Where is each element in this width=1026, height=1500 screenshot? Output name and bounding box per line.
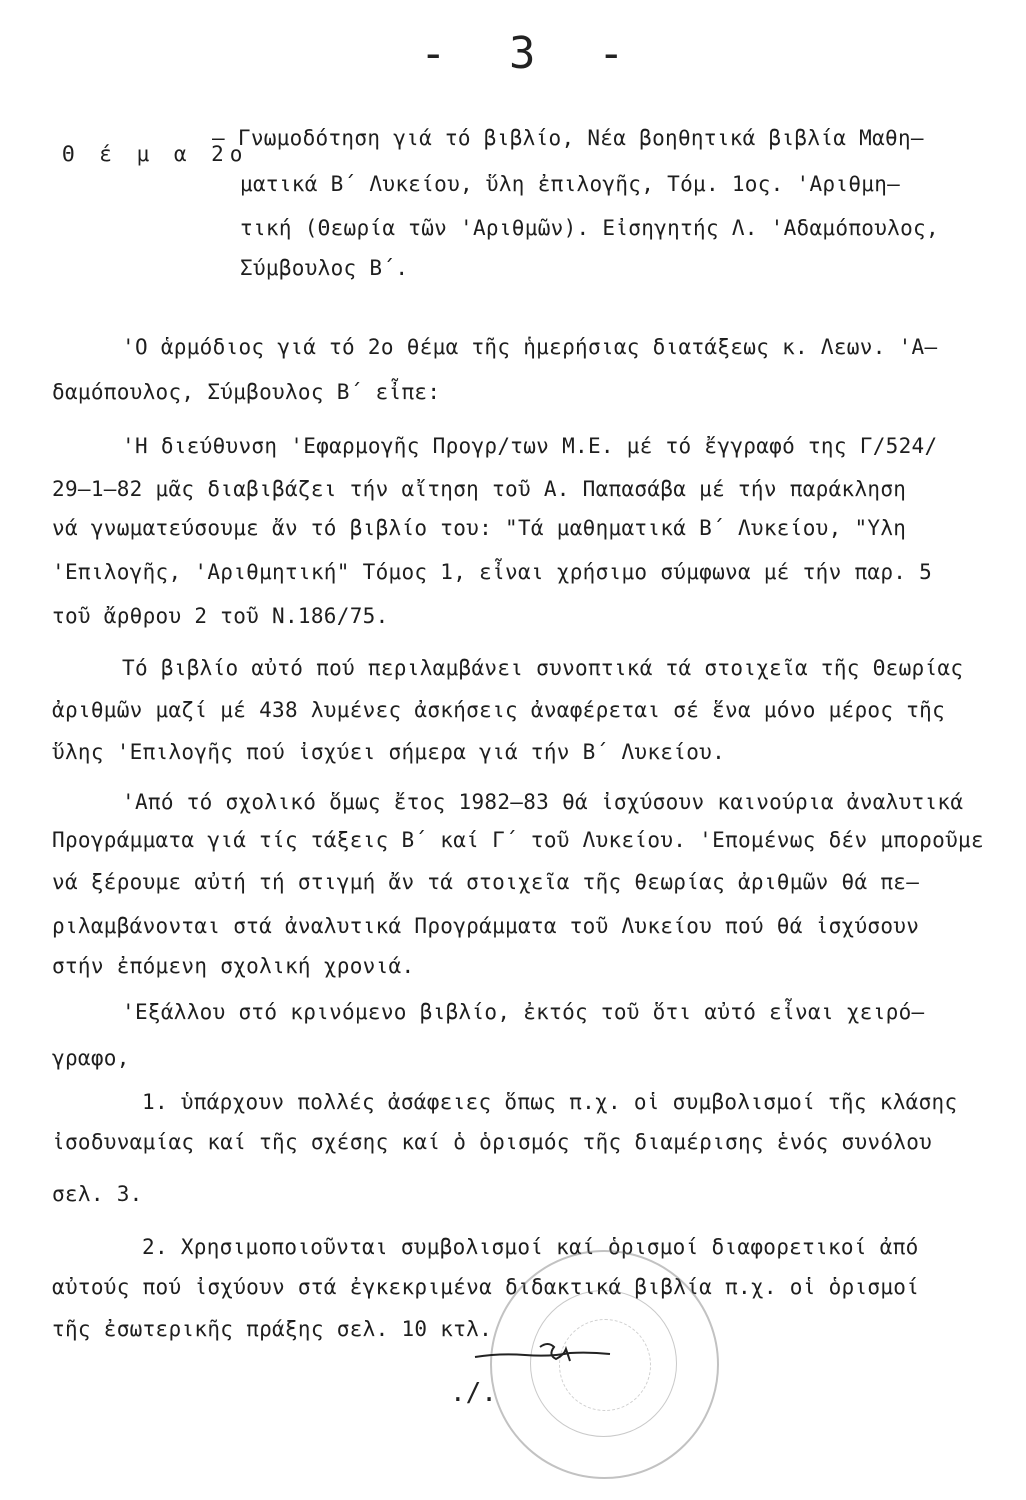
intro-line: δαμόπουλος, Σύμβουλος Β΄ εἶπε: xyxy=(52,380,441,404)
list-item-line: τῆς ἐσωτερικῆς πράξης σελ. 10 κτλ. xyxy=(52,1317,493,1341)
paragraph-line: στήν ἐπόμενη σχολική χρονιά. xyxy=(52,954,415,978)
list-item-line: 1. ὑπάρχουν πολλές ἀσάφειες ὅπως π.χ. οἱ συμβολισμοί τῆς κλάσης xyxy=(142,1090,958,1114)
paragraph-line: 'Επιλογῆς, 'Αριθμητική" Τόμος 1, εἶναι χρήσιμο σύμφωνα μέ τήν παρ. 5 xyxy=(52,560,933,584)
paragraph-line: τοῦ ἄρθρου 2 τοῦ Ν.186/75. xyxy=(52,604,389,628)
topic-label: Θ έ μ α 2ο xyxy=(62,142,249,166)
topic-line: τική (Θεωρία τῶν 'Αριθμῶν). Εἰσηγητής Λ. 'Αδαμόπουλος, xyxy=(240,216,939,240)
paragraph-line: ὕλης 'Επιλογῆς πού ἰσχύει σήμερα γιά τήν Β΄ Λυκείου. xyxy=(52,740,726,764)
intro-line: 'Ο ἁρμόδιος γιά τό 2ο θέμα τῆς ἡμερήσιας διατάξεως κ. Λεων. 'Α– xyxy=(122,335,938,359)
page-number: - 3 - xyxy=(420,28,643,79)
list-item-line: αὐτούς πού ἰσχύουν στά ἐγκεκριμένα διδακτικά βιβλία π.χ. οἱ ὁρισμοί xyxy=(52,1275,920,1299)
paragraph-line: νά γνωματεύσουμε ἄν τό βιβλίο του: "Τά μαθηματικά Β΄ Λυκείου, "Υλη xyxy=(52,516,907,540)
paragraph-line: γραφο, xyxy=(52,1046,130,1070)
continuation-mark: ./. xyxy=(450,1378,497,1408)
list-item-line: σελ. 3. xyxy=(52,1182,143,1206)
paragraph-line: 29–1–82 μᾶς διαβιβάζει τήν αἴτηση τοῦ Α. Παπασάβα μέ τήν παράκληση xyxy=(52,477,907,501)
list-item-line: 2. Χρησιμοποιοῦνται συμβολισμοί καί ὁρισμοί διαφορετικοί ἀπό xyxy=(142,1235,919,1259)
topic-line: ματικά Β΄ Λυκείου, ὕλη ἐπιλογῆς, Τόμ. 1ος. 'Αριθμη– xyxy=(240,172,901,196)
paragraph-line: 'Εξάλλου στό κρινόμενο βιβλίο, ἐκτός τοῦ ὅτι αὐτό εἶναι χειρό– xyxy=(122,1000,925,1024)
paragraph-line: Τό βιβλίο αὐτό πού περιλαμβάνει συνοπτικά τά στοιχεῖα τῆς Θεωρίας xyxy=(122,656,964,680)
list-item-line: ἰσοδυναμίας καί τῆς σχέσης καί ὁ ὁρισμός τῆς διαμέρισης ἑνός συνόλου xyxy=(52,1130,933,1154)
paragraph-line: 'Από τό σχολικό ὅμως ἔτος 1982–83 θά ἰσχύσουν καινούρια ἀναλυτικά xyxy=(122,790,964,814)
topic-line: Σύμβουλος Β΄. xyxy=(240,256,409,280)
paragraph-line: Προγράμματα γιά τίς τάξεις Β΄ καί Γ΄ τοῦ Λυκείου. 'Επομένως δέν μποροῦμε xyxy=(52,828,984,852)
topic-line: – Γνωμοδότηση γιά τό βιβλίο, Νέα βοηθητικά βιβλία Μαθη– xyxy=(212,126,924,150)
paragraph-line: 'Η διεύθυνση 'Εφαρμογῆς Προγρ/των Μ.Ε. μέ τό ἔγγραφό της Γ/524/ xyxy=(122,434,938,458)
paragraph-line: ἀριθμῶν μαζί μέ 438 λυμένες ἀσκήσεις ἀναφέρεται σέ ἕνα μόνο μέρος τῆς xyxy=(52,698,946,722)
signature xyxy=(470,1335,620,1375)
paragraph-line: νά ξέρουμε αὐτή τή στιγμή ἄν τά στοιχεῖα τῆς θεωρίας ἀριθμῶν θά πε– xyxy=(52,870,920,894)
paragraph-line: ριλαμβάνονται στά ἀναλυτικά Προγράμματα τοῦ Λυκείου πού θά ἰσχύσουν xyxy=(52,914,920,938)
